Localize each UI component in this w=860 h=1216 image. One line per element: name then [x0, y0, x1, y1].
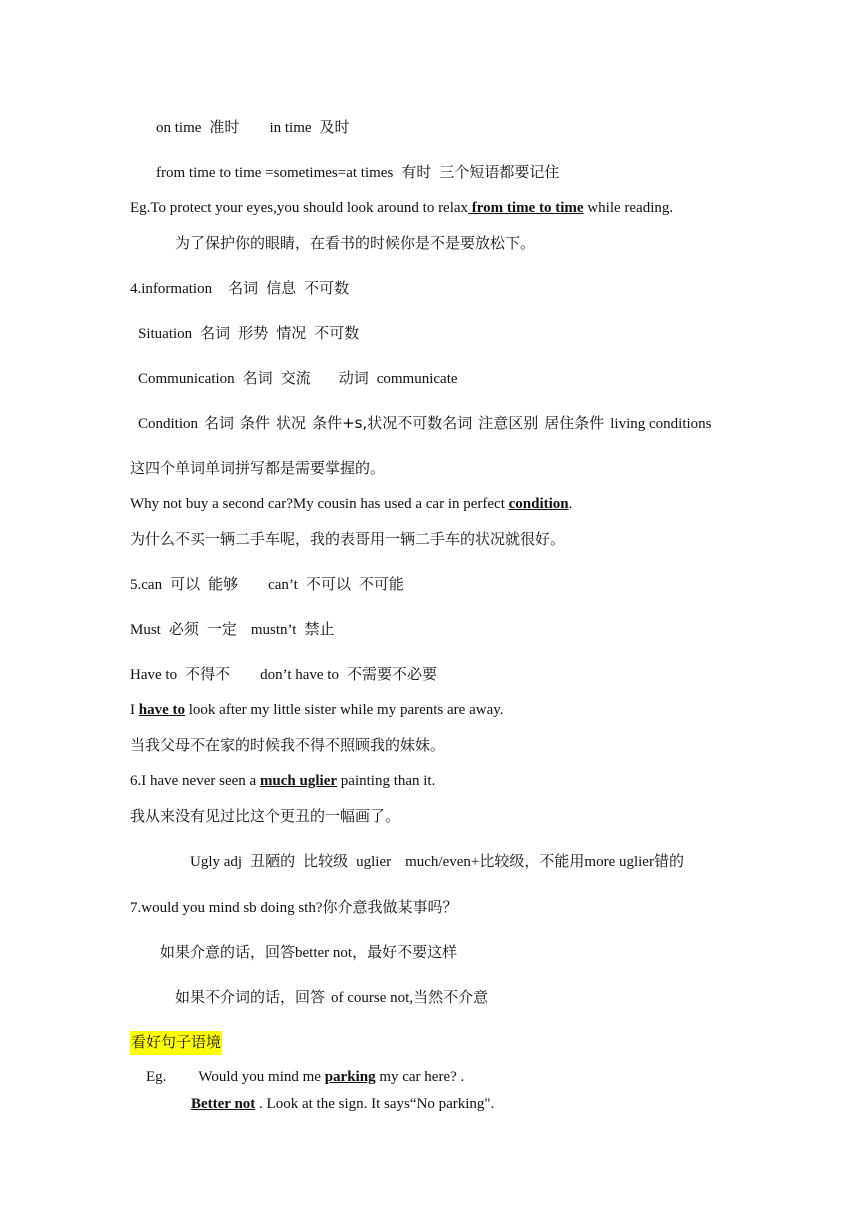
line-example-car: Why not buy a second car?My cousin has used a car in perfect condition.	[130, 496, 573, 512]
underlined-phrase: have to	[138, 702, 185, 718]
underlined-word: condition	[508, 496, 569, 512]
line-answer-better-not: 如果介意的话，回答better not，最好不要这样	[160, 943, 458, 961]
line-can: 5.can 可以 能够 can’t 不可以 不可能	[130, 575, 404, 593]
line-on-time: on time 准时 in time 及时	[156, 118, 350, 136]
line-condition: Condition 名词 条件 状况 条件+s,状况不可数名词 注意区别 居住条件 living conditions	[138, 414, 712, 432]
line-information: 4.information 名词 信息 不可数	[130, 279, 350, 297]
line-translation-car: 为什么不买一辆二手车呢，我的表哥用一辆二手车的状况就很好。	[130, 530, 566, 548]
line-answer-parking: Better not . Look at the sign. It says“No parking".	[191, 1096, 495, 1112]
line-answer-of-course-not: 如果不介词的话，回答 of course not,当然不介意	[175, 988, 489, 1006]
line-example-painting: 6.I have never seen a much uglier painting than it.	[130, 773, 436, 789]
line-ugly-note: Ugly adj 丑陋的 比较级 uglier much/even+比较级，不能用more uglier错的	[190, 852, 684, 870]
line-communication: Communication 名词 交流 动词 communicate	[138, 369, 458, 387]
underlined-word: parking	[324, 1069, 376, 1085]
line-spelling-note: 这四个单词单词拼写都是需要掌握的。	[130, 459, 386, 477]
line-translation-eyes: 为了保护你的眼睛，在看书的时候你是不是要放松下。	[175, 234, 536, 252]
line-from-time-to-time: from time to time =sometimes=at times 有时 三个短语都要记住	[156, 163, 560, 181]
line-example-sister: I have to look after my little sister while my parents are away.	[130, 702, 504, 718]
line-must: Must 必须 一定 mustn’t 禁止	[130, 620, 335, 638]
line-example-parking: Eg. Would you mind me parking my car here? .	[146, 1069, 465, 1085]
line-situation: Situation 名词 形势 情况 不可数	[138, 324, 360, 342]
underlined-phrase: Better not	[191, 1096, 256, 1112]
line-translation-painting: 我从来没有见过比这个更丑的一幅画了。	[130, 807, 401, 825]
underlined-phrase: much uglier	[259, 773, 338, 789]
line-highlighted-note	[130, 1032, 222, 1052]
line-would-you-mind: 7.would you mind sb doing sth?你介意我做某事吗？	[130, 898, 458, 916]
highlighted-text: 看好句子语境	[130, 1031, 222, 1055]
line-example-eyes: Eg.To protect your eyes,you should look around to relax from time to time while reading.	[130, 200, 674, 216]
line-have-to: Have to 不得不 don’t have to 不需要不必要	[130, 665, 437, 683]
underlined-phrase: from time to time	[468, 200, 584, 216]
line-translation-sister: 当我父母不在家的时候我不得不照顾我的妹妹。	[130, 736, 446, 754]
